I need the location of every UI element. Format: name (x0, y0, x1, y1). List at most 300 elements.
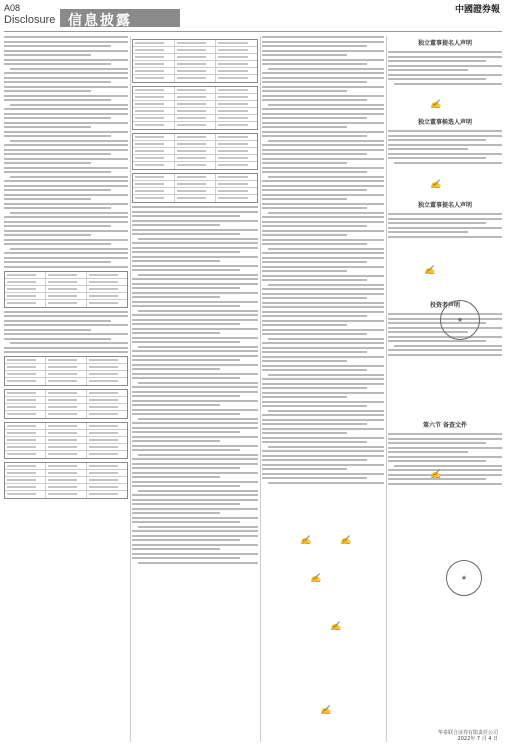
table-cell (87, 371, 127, 377)
text-line (4, 122, 128, 124)
text-line (262, 261, 367, 263)
text-line (262, 270, 347, 272)
text-line (268, 104, 384, 106)
statement-text (388, 51, 502, 85)
table-cell (87, 430, 127, 436)
text-line (262, 347, 384, 349)
text-line (132, 436, 258, 438)
text-line (4, 153, 111, 155)
text-line (388, 51, 502, 53)
table-cell (87, 378, 127, 385)
table-row (133, 54, 257, 61)
table-row (5, 423, 127, 430)
text-line (262, 342, 384, 344)
text-line (268, 410, 384, 412)
text-line (388, 74, 502, 76)
text-line (138, 274, 258, 276)
text-line (268, 482, 384, 484)
text-line (262, 63, 367, 65)
table-cell (175, 101, 217, 107)
text-line (262, 275, 384, 277)
text-line (388, 69, 468, 71)
text-line (10, 68, 128, 70)
table-cell (5, 484, 46, 490)
table-cell (5, 364, 46, 370)
text-line (262, 257, 384, 259)
text-line (132, 211, 258, 213)
data-table (132, 133, 258, 170)
table-cell (133, 47, 175, 53)
data-table (4, 389, 128, 419)
text-line (262, 158, 384, 160)
column-2 (132, 36, 258, 742)
text-line (262, 131, 384, 133)
text-line (388, 433, 502, 435)
table-cell (175, 134, 217, 140)
table-cell (46, 491, 87, 498)
table-row (133, 94, 257, 101)
text-line (132, 467, 240, 469)
text-line (4, 189, 111, 191)
text-line (4, 230, 128, 232)
text-line (388, 135, 502, 137)
text-line (388, 336, 502, 338)
table-cell (216, 47, 257, 53)
text-line (262, 419, 384, 421)
table-cell (46, 411, 87, 418)
text-line (262, 369, 367, 371)
table-row (133, 47, 257, 54)
text-line (262, 95, 384, 97)
table-cell (133, 148, 175, 154)
text-line (132, 409, 258, 411)
text-line (132, 476, 220, 478)
text-line (262, 36, 384, 38)
table-row (5, 390, 127, 397)
text-line (262, 198, 347, 200)
text-line (4, 81, 111, 83)
text-line (388, 144, 502, 146)
table-cell (133, 61, 175, 67)
table-row (5, 484, 127, 491)
text-line (262, 167, 384, 169)
text-line (262, 423, 367, 425)
table-row (133, 155, 257, 162)
table-cell (46, 357, 87, 363)
table-cell (87, 272, 127, 278)
table-row (5, 451, 127, 458)
table-cell (5, 463, 46, 469)
text-line (132, 269, 240, 271)
table-cell (216, 155, 257, 161)
company-seal (440, 300, 480, 340)
text-line (4, 243, 111, 245)
text-line (132, 512, 220, 514)
table-cell (46, 378, 87, 385)
text-line (268, 68, 384, 70)
text-line (4, 207, 111, 209)
text-line (132, 206, 258, 208)
text-line (4, 239, 128, 241)
text-line (268, 140, 384, 142)
page-number: A08 (4, 3, 21, 13)
text-line (132, 319, 258, 321)
body-text-block (132, 386, 258, 564)
text-line (4, 194, 128, 196)
table-cell (46, 300, 87, 307)
text-line (4, 180, 128, 182)
text-line (132, 544, 258, 546)
table-cell (175, 68, 217, 74)
table-cell (87, 451, 127, 458)
text-line (132, 449, 240, 451)
table-cell (133, 94, 175, 100)
text-line (4, 216, 128, 218)
text-line (262, 122, 384, 124)
text-line (262, 207, 367, 209)
text-line (132, 391, 258, 393)
table-cell (133, 181, 175, 187)
text-line (262, 126, 347, 128)
table-row (133, 40, 257, 47)
text-line (4, 59, 128, 61)
text-line (262, 185, 384, 187)
table-cell (175, 195, 217, 202)
table-cell (5, 423, 46, 429)
text-line (262, 153, 367, 155)
table-cell (5, 470, 46, 476)
footer-date: 2022年 7 月 4 日 (457, 736, 498, 742)
text-line (10, 140, 128, 142)
text-line (132, 256, 258, 258)
table-cell (133, 40, 175, 46)
text-line (262, 383, 384, 385)
text-line (138, 490, 258, 492)
statement-text (388, 433, 502, 485)
statement-title: 独立董事候选人声明 (417, 119, 472, 126)
table-cell (5, 477, 46, 483)
text-line (132, 535, 258, 537)
text-line (262, 230, 384, 232)
text-line (132, 445, 258, 447)
text-line (262, 450, 384, 452)
section-title-bar (60, 9, 180, 27)
table-cell (216, 108, 257, 114)
text-line (262, 405, 367, 407)
text-line (4, 149, 128, 151)
column-divider (130, 36, 131, 742)
text-line (262, 311, 384, 313)
table-cell (87, 463, 127, 469)
text-line (262, 297, 367, 299)
text-line (132, 503, 240, 505)
text-line (262, 320, 384, 322)
table-row (5, 477, 127, 484)
text-line (262, 324, 347, 326)
text-line (10, 104, 128, 106)
table-cell (175, 122, 217, 129)
table-cell (216, 174, 257, 180)
text-line (10, 342, 128, 344)
table-cell (46, 477, 87, 483)
footer-organization: 华泰联合证券有限责任公司 (437, 730, 498, 736)
text-line (262, 189, 367, 191)
table-row (133, 87, 257, 94)
table-row (133, 188, 257, 195)
text-line (138, 238, 258, 240)
data-table (132, 173, 258, 203)
text-line (132, 247, 258, 249)
text-line (262, 378, 384, 380)
text-line (262, 162, 347, 164)
text-line (132, 233, 240, 235)
table-row (5, 463, 127, 470)
table-row (5, 491, 127, 498)
table-row (5, 279, 127, 286)
text-line (262, 464, 384, 466)
table-cell (175, 115, 217, 121)
column-4 (388, 36, 502, 742)
text-line (388, 157, 486, 159)
text-line (132, 220, 258, 222)
text-line (388, 456, 502, 458)
table-cell (46, 279, 87, 285)
masthead-rule (4, 31, 502, 32)
text-line (268, 176, 384, 178)
table-cell (133, 54, 175, 60)
text-line (4, 221, 128, 223)
text-line (132, 341, 240, 343)
table-row (133, 101, 257, 108)
table-cell (5, 411, 46, 418)
body-text-block (4, 311, 128, 354)
table-cell (133, 87, 175, 93)
table-cell (133, 174, 175, 180)
text-line (4, 329, 91, 331)
table-cell (216, 68, 257, 74)
text-line (4, 320, 111, 322)
text-line (4, 225, 111, 227)
table-cell (175, 61, 217, 67)
text-line (262, 225, 367, 227)
text-line (4, 113, 128, 115)
table-cell (216, 40, 257, 46)
text-line (4, 347, 128, 349)
text-line (138, 526, 258, 528)
text-line (262, 288, 384, 290)
text-line (132, 521, 240, 523)
text-line (132, 458, 258, 460)
text-line (262, 266, 384, 268)
text-line (4, 162, 91, 164)
text-line (268, 284, 384, 286)
signature: ✍ (340, 536, 352, 546)
table-cell (5, 390, 46, 396)
text-line (132, 355, 258, 357)
table-cell (133, 195, 175, 202)
table-cell (175, 188, 217, 194)
table-cell (5, 404, 46, 410)
table-row (5, 272, 127, 279)
text-line (10, 212, 128, 214)
text-line (132, 350, 258, 352)
table-cell (87, 397, 127, 403)
text-line (262, 351, 367, 353)
text-line (262, 387, 367, 389)
text-line (262, 315, 367, 317)
text-line (132, 278, 258, 280)
text-line (132, 373, 258, 375)
text-line (388, 474, 502, 476)
text-line (132, 332, 220, 334)
newspaper-name: 中國證券報 (454, 5, 500, 15)
text-line (262, 216, 384, 218)
text-line (132, 364, 258, 366)
table-row (5, 470, 127, 477)
table-cell (175, 141, 217, 147)
text-line (388, 56, 502, 58)
text-line (132, 301, 258, 303)
table-cell (216, 195, 257, 202)
text-line (262, 113, 384, 115)
table-cell (46, 286, 87, 292)
body-text-block (262, 306, 384, 484)
text-line (262, 221, 384, 223)
text-line (138, 454, 258, 456)
text-line (132, 296, 220, 298)
text-line (268, 248, 384, 250)
text-line (4, 117, 111, 119)
text-line (132, 215, 240, 217)
table-cell (5, 378, 46, 385)
table-cell (87, 300, 127, 307)
text-line (262, 99, 367, 101)
table-cell (5, 286, 46, 292)
statement-title: 第六节 备查文件 (422, 422, 468, 429)
text-line (262, 302, 384, 304)
text-line (4, 333, 128, 335)
signature: ✍ (310, 574, 322, 584)
table-cell (133, 101, 175, 107)
table-cell (5, 300, 46, 307)
text-line (4, 54, 91, 56)
text-line (4, 126, 91, 128)
table-cell (46, 430, 87, 436)
table-cell (87, 279, 127, 285)
table-row (133, 75, 257, 82)
table-cell (46, 371, 87, 377)
text-line (132, 377, 240, 379)
text-line (132, 494, 258, 496)
section-name-en: Disclosure (4, 14, 56, 26)
text-line (132, 359, 240, 361)
text-line (388, 222, 486, 224)
text-line (262, 234, 347, 236)
text-line (262, 306, 384, 308)
table-cell (175, 75, 217, 82)
text-line (262, 293, 384, 295)
text-line (132, 323, 240, 325)
text-line (262, 360, 347, 362)
text-line (132, 508, 258, 510)
data-table (4, 271, 128, 308)
text-line (262, 41, 384, 43)
table-cell (87, 437, 127, 443)
text-line (388, 349, 502, 351)
table-row (5, 444, 127, 451)
table-row (5, 364, 127, 371)
table-cell (216, 75, 257, 82)
table-cell (5, 397, 46, 403)
text-line (132, 251, 240, 253)
table-cell (46, 484, 87, 490)
table-row (5, 371, 127, 378)
text-line (268, 446, 384, 448)
text-line (132, 395, 240, 397)
text-line (132, 386, 258, 388)
data-table (4, 356, 128, 386)
data-table (132, 39, 258, 83)
text-line (262, 252, 384, 254)
text-line (262, 365, 384, 367)
text-line (4, 158, 128, 160)
table-row (5, 378, 127, 385)
table-cell (87, 390, 127, 396)
text-line (262, 477, 367, 479)
statement-title: 独立董事提名人声明 (417, 202, 472, 209)
table-cell (216, 122, 257, 129)
text-line (4, 135, 111, 137)
text-line (262, 329, 384, 331)
table-cell (216, 54, 257, 60)
company-seal (446, 560, 482, 596)
text-line (388, 231, 468, 233)
table-row (5, 411, 127, 418)
signature: ✍ (424, 266, 436, 276)
table-row (133, 108, 257, 115)
table-cell (175, 108, 217, 114)
text-line (4, 45, 111, 47)
data-table (132, 86, 258, 130)
table-cell (87, 444, 127, 450)
table-cell (46, 293, 87, 299)
text-line (262, 437, 384, 439)
table-row (5, 293, 127, 300)
body-text-block (132, 206, 258, 384)
text-line (262, 203, 384, 205)
text-line (132, 314, 258, 316)
text-line (132, 287, 240, 289)
text-line (262, 171, 367, 173)
text-line (4, 90, 91, 92)
text-line (262, 59, 384, 61)
table-cell (5, 272, 46, 278)
text-line (132, 305, 240, 307)
text-line (262, 108, 384, 110)
text-line (262, 135, 367, 137)
table-row (5, 286, 127, 293)
signature: ✍ (300, 536, 312, 546)
text-line (4, 72, 128, 74)
text-line (4, 171, 111, 173)
table-cell (175, 174, 217, 180)
text-line (4, 144, 128, 146)
text-line (262, 468, 347, 470)
text-line (4, 86, 128, 88)
text-line (132, 368, 220, 370)
text-line (262, 54, 347, 56)
table-row (5, 397, 127, 404)
